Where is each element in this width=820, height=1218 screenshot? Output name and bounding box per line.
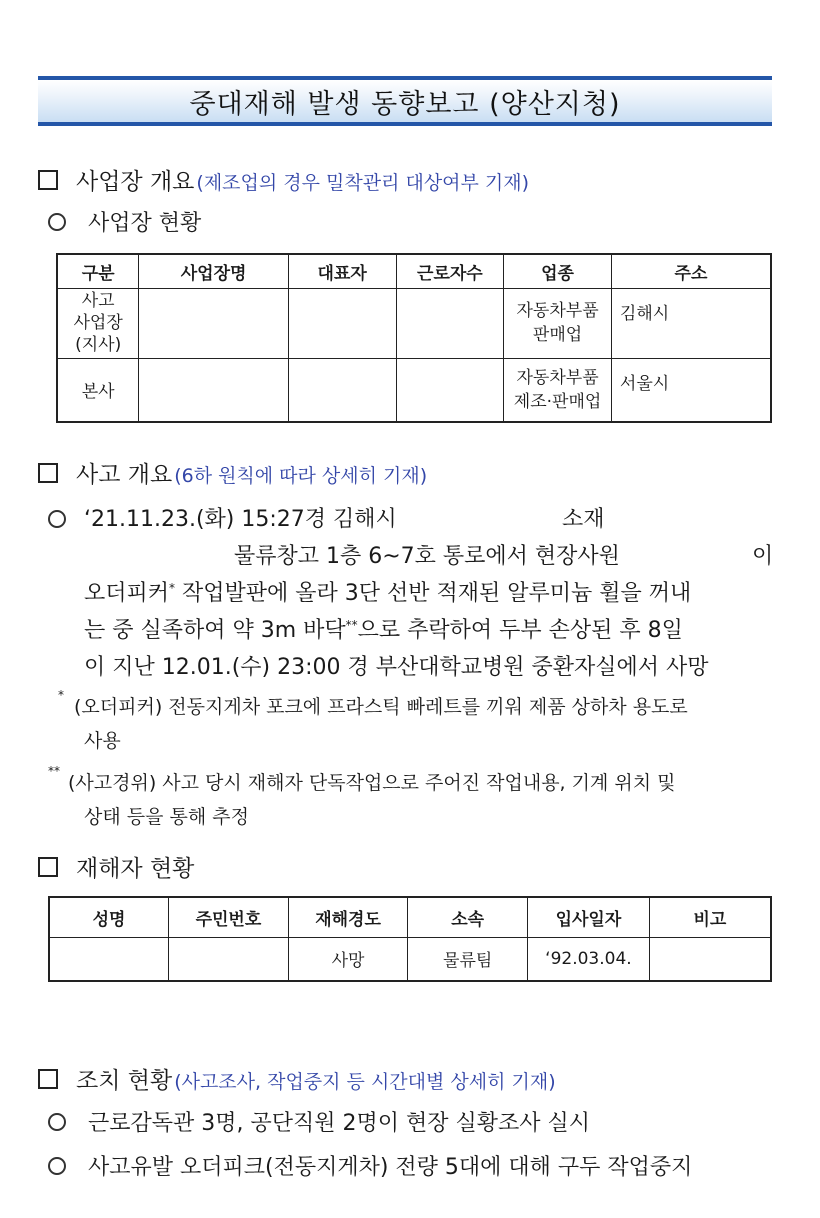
accident-line [84, 576, 691, 607]
accident-line [84, 613, 683, 644]
cell-line: 판매업 [532, 325, 583, 345]
category-cell [57, 288, 139, 358]
header-cell: 사업장명 [139, 254, 289, 288]
header-cell: 주민번호 [169, 897, 289, 937]
section-heading: 조치 현황 [76, 1068, 173, 1094]
table-cell [139, 288, 289, 358]
header-cell: 재해경도 [288, 897, 408, 937]
page-title: 중대재해 발생 동향보고 (양산지청) [189, 88, 621, 120]
action-text: 근로감독관 3명, 공단직원 2명이 현장 실황조사 실시 [88, 1111, 590, 1136]
subsection-business-status [48, 206, 201, 237]
footnote-text: 상태 등을 통해 추정 [84, 806, 249, 828]
footnote-text: 사용 [84, 730, 121, 752]
accident-text: 는 중 실족하여 약 3m 바닥 [84, 618, 346, 643]
table-cell [649, 937, 771, 981]
circle-bullet-icon [48, 510, 66, 528]
section-heading: 사고 개요 [76, 462, 173, 488]
section-note: (제조업의 경우 밀착관리 대상여부 기재) [196, 172, 530, 194]
footnote-text: (오더피커) 전동지게차 포크에 프라스틱 빠레트를 끼워 제품 상하차 용도로 [74, 696, 688, 718]
header-cell: 근로자수 [396, 254, 504, 288]
action-text: 사고유발 오더피크(전동지게차) 전량 5대에 대해 구두 작업중지 [88, 1155, 693, 1180]
accident-text: 작업발판에 올라 3단 선반 적재된 알루미늄 휠을 꺼내 [182, 581, 692, 606]
header-cell: 성명 [49, 897, 169, 937]
circle-bullet-icon [48, 1113, 66, 1131]
table-cell [288, 288, 396, 358]
footnote-marker: * [169, 581, 176, 595]
footnote-text: (사고경위) 사고 당시 재해자 단독작업으로 주어진 작업내용, 기계 위치 및 [68, 772, 676, 794]
accident-text: 물류창고 1층 6~7호 통로에서 현장사원 [234, 544, 620, 569]
accident-text: 소재 [562, 507, 605, 532]
action-item [48, 1106, 590, 1137]
checkbox-square-icon [38, 170, 58, 190]
table-cell [169, 937, 289, 981]
table-cell [396, 358, 504, 422]
industry-cell [504, 288, 612, 358]
table-cell [396, 288, 504, 358]
footnote-marker: * [58, 688, 64, 702]
action-item [48, 1150, 692, 1181]
table-cell: ‘92.03.04. [528, 937, 650, 981]
section-victim-status [38, 850, 194, 883]
header-cell: 입사일자 [528, 897, 650, 937]
section-note: (6하 원칙에 따라 상세히 기재) [174, 465, 428, 487]
circle-bullet-icon [48, 213, 66, 231]
table-cell [139, 358, 289, 422]
accident-text: 이 지난 12.01.(수) 23:00 경 부산대학교병원 중환자실에서 사망 [84, 655, 709, 680]
cell-line: 사업장 [73, 313, 123, 333]
subsection-heading: 사업장 현황 [88, 211, 202, 236]
table-cell: 물류팀 [408, 937, 528, 981]
table-cell [49, 937, 169, 981]
cell-line: (지사) [75, 335, 122, 355]
accident-text: 오더피커 [84, 581, 170, 606]
section-heading: 재해자 현황 [76, 856, 195, 882]
table-header-row [57, 254, 771, 288]
footnote-marker: ** [48, 764, 60, 778]
checkbox-square-icon [38, 857, 58, 877]
section-heading: 사업장 개요 [76, 169, 195, 195]
section-note: (사고조사, 작업중지 등 시간대별 상세히 기재) [174, 1071, 556, 1093]
circle-bullet-icon [48, 1157, 66, 1175]
industry-cell [504, 358, 612, 422]
section-business-overview [38, 163, 529, 196]
cell-line: 제조·판매업 [513, 391, 602, 412]
address-cell: 서울시 [611, 358, 771, 422]
title-banner [38, 76, 772, 126]
cell-line: 사고 [81, 291, 115, 311]
business-table [56, 253, 772, 423]
table-row [49, 937, 771, 981]
table-header-row [49, 897, 771, 937]
table-row [57, 288, 771, 358]
header-cell: 주소 [611, 254, 771, 288]
checkbox-square-icon [38, 463, 58, 483]
accident-text: ‘21.11.23.(화) 15:27경 김해시 [84, 507, 397, 532]
checkbox-square-icon [38, 1069, 58, 1089]
cell-line: 자동차부품 [516, 301, 599, 321]
category-cell: 본사 [57, 358, 139, 422]
table-cell: 사망 [288, 937, 408, 981]
header-cell: 소속 [408, 897, 528, 937]
accident-text: 이 [752, 544, 774, 569]
header-cell: 구분 [57, 254, 139, 288]
victim-table [48, 896, 772, 982]
header-cell: 업종 [504, 254, 612, 288]
header-cell: 비고 [649, 897, 771, 937]
cell-line: 자동차부품 [516, 367, 599, 388]
address-cell: 김해시 [611, 288, 771, 358]
accident-text: 으로 추락하여 두부 손상된 후 8일 [357, 618, 683, 643]
table-row [57, 358, 771, 422]
footnote-marker: ** [345, 618, 358, 632]
section-action-status [38, 1062, 556, 1095]
section-accident-overview [38, 456, 427, 489]
table-cell [288, 358, 396, 422]
header-cell: 대표자 [288, 254, 396, 288]
